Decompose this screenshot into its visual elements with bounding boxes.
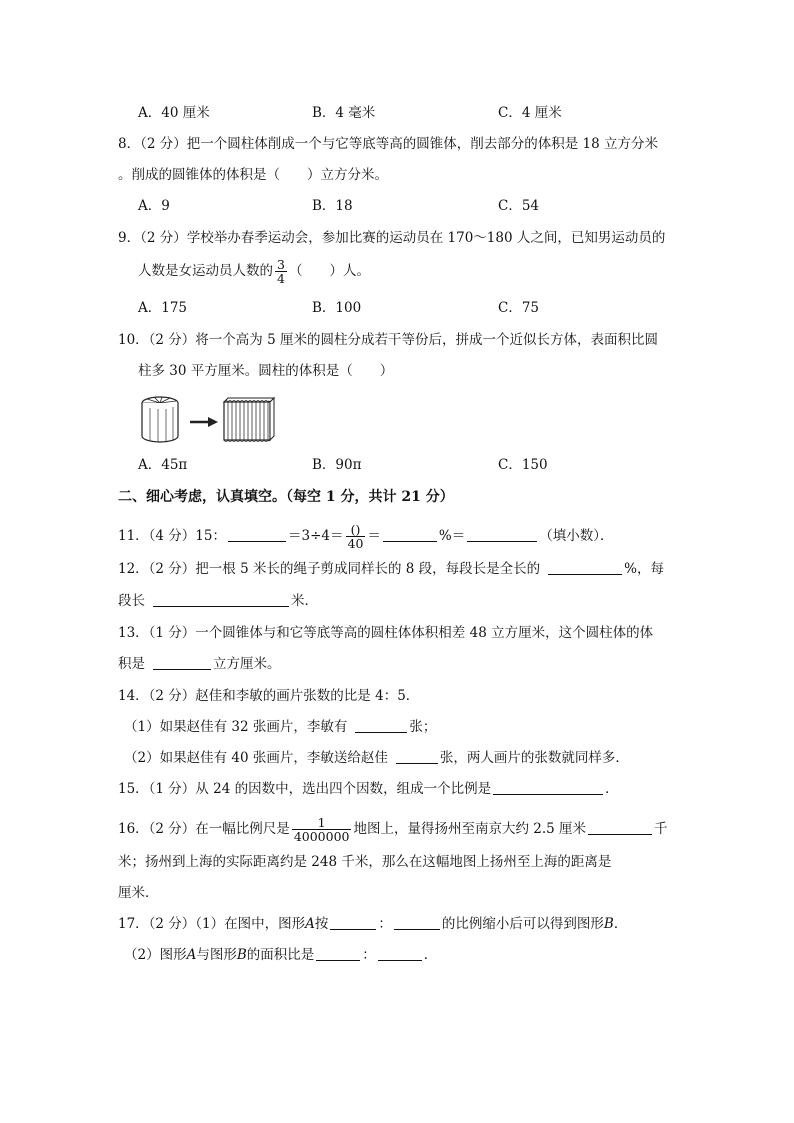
q13-line2 (118, 654, 281, 674)
q17-figure-b-label: B (603, 916, 614, 932)
q16-line1-mid: 地图上，量得扬州至南京大约 2.5 厘米 (353, 821, 587, 837)
q8-option-c[interactable]: C．54 (498, 198, 540, 214)
q13-line2-post: 立方厘米。 (213, 656, 281, 672)
arrow-icon (190, 417, 218, 427)
q16-line3: 厘米． (118, 885, 159, 901)
q11-mid1: ＝3÷4＝ (288, 528, 344, 544)
q11-blank-2[interactable] (383, 526, 437, 542)
q17-line2 (124, 945, 437, 965)
q9-option-b[interactable]: B．100 (312, 300, 362, 316)
q17-blank-3[interactable] (316, 945, 360, 961)
q12-blank-2[interactable] (153, 591, 289, 607)
q12-line1-pre: 12．（2 分）把一根 5 米长的绳子剪成同样长的 8 段，每段长是全长的 (118, 561, 541, 577)
q10-line2: 柱多 30 平方厘米。圆柱的体积是（ ） (138, 363, 394, 379)
q14-blank-1[interactable] (355, 717, 407, 733)
q12-line2 (118, 591, 318, 611)
q14-sub2 (124, 748, 629, 768)
q9-frac-num: 3 (277, 257, 285, 272)
q9-options (138, 298, 698, 318)
q14-line1: 14．（2 分）赵佳和李敏的画片张数的比是 4：5． (118, 688, 420, 704)
q7-option-c[interactable]: C．4 厘米 (498, 105, 562, 121)
q17-line2-pre: （2）图形 (124, 947, 187, 963)
q9-line1: 9．（2 分）学校举办春季运动会，参加比赛的运动员在 170～180 人之间，已知男运动员的 (118, 230, 666, 246)
q11-blank-3[interactable] (467, 526, 537, 542)
q13-line2-pre: 积是 (118, 656, 145, 672)
q9-line2-post: （ ）人。 (288, 263, 370, 279)
q17-blank-4[interactable] (378, 945, 422, 961)
q9-option-a[interactable]: A．175 (138, 300, 188, 316)
q7-options (138, 103, 698, 123)
q17-line1 (118, 914, 627, 934)
section-2-heading: 二、细心考虑，认真填空。（每空 1 分，共计 21 分） (118, 489, 454, 505)
q11-pre: 11．（4 分）15： (118, 528, 226, 544)
q17-line1-post: ． (613, 916, 628, 932)
q16-frac-num: 1 (317, 815, 326, 830)
q9-fraction (275, 258, 287, 285)
q17-colon-2: ： (362, 947, 376, 963)
q17-line2-mid1: 与图形 (196, 947, 237, 963)
q14-blank-2[interactable] (396, 748, 438, 764)
q11-frac-num: () (350, 522, 361, 537)
q16-line1 (118, 816, 668, 843)
cuboid-drawing (224, 398, 274, 442)
q17-figure-a-label-2: A (186, 947, 197, 963)
q9-line2 (138, 258, 370, 285)
q16-blank[interactable] (588, 819, 652, 835)
q7-option-a[interactable]: A．40 厘米 (138, 105, 210, 121)
q15-line (118, 779, 619, 799)
q9-line2-pre: 人数是女运动员人数的 (138, 263, 273, 279)
q8-option-b[interactable]: B．18 (312, 198, 353, 214)
q10-line1: 10．（2 分）将一个高为 5 厘米的圆柱分成若干等份后，拼成一个近似长方体，表面积比圆 (118, 332, 658, 348)
q11-mid2: ＝ (367, 528, 381, 544)
q10-option-c[interactable]: C．150 (498, 457, 548, 473)
q10-option-b[interactable]: B．90π (312, 457, 362, 473)
cylinder-drawing (142, 397, 178, 442)
q11-post: （填小数）． (539, 528, 614, 544)
q12-blank-1[interactable] (548, 559, 622, 575)
q11-blank-1[interactable] (228, 526, 286, 542)
cylinder-to-cuboid-figure (138, 392, 278, 448)
q14-sub2-pre: （2）如果赵佳有 40 张画片，李敏送给赵佳 (124, 750, 388, 766)
q12-line1 (118, 559, 664, 579)
q17-line1-mid2: 的比例缩小后可以得到图形 (441, 916, 604, 932)
q16-scale-fraction (292, 816, 352, 843)
q17-blank-1[interactable] (330, 914, 376, 930)
q7-option-b[interactable]: B．4 毫米 (312, 105, 376, 121)
q17-line2-mid2: 的面积比是 (246, 947, 315, 963)
q13-blank[interactable] (153, 654, 211, 670)
q9-frac-den: 4 (277, 271, 285, 286)
q13-line1: 13．（1 分）一个圆锥体与和它等底等高的圆柱体体积相差 48 立方厘米，这个圆柱体的体 (118, 625, 654, 641)
q14-sub2-post: 张，两人画片的张数就同样多． (439, 750, 629, 766)
q17-blank-2[interactable] (394, 914, 440, 930)
q17-line1-pre: 17．（2 分）（1）在图中，图形 (118, 916, 306, 932)
q14-sub1-post: 张； (409, 719, 437, 735)
q11-fraction (346, 523, 366, 550)
q15-post: ． (605, 781, 619, 797)
q16-line2: 米；扬州到上海的实际距离约是 248 千米，那么在这幅地图上扬州至上海的距离是 (118, 854, 612, 870)
q16-line1-pre: 16．（2 分）在一幅比例尺是 (118, 821, 290, 837)
q16-frac-den: 4000000 (293, 829, 350, 844)
q12-line2-post: 米． (291, 593, 318, 609)
q14-sub1-pre: （1）如果赵佳有 32 张画片，李敏有 (124, 719, 348, 735)
q11-line (118, 523, 613, 550)
q8-options (138, 196, 698, 216)
q11-frac-den: 40 (347, 536, 364, 551)
q9-option-c[interactable]: C．75 (498, 300, 540, 316)
q8-line1: 8．（2 分）把一个圆柱体削成一个与它等底等高的圆锥体，削去部分的体积是 18 立方分米 (118, 136, 658, 152)
q15-pre: 15．（1 分）从 24 的因数中，选出四个因数，组成一个比例是 (118, 781, 492, 797)
q17-figure-b-label-2: B (236, 947, 247, 963)
q17-figure-a-label: A (305, 916, 315, 932)
q15-blank[interactable] (493, 779, 603, 795)
q8-option-a[interactable]: A．9 (138, 198, 170, 214)
q11-mid3: %＝ (438, 528, 466, 544)
q17-line1-mid1: 按 (314, 916, 329, 932)
q14-sub1 (124, 717, 436, 737)
q12-line1-post: %，每 (624, 561, 664, 577)
q12-line2-pre: 段长 (118, 593, 145, 609)
q10-option-a[interactable]: A．45π (138, 457, 188, 473)
q10-options (138, 455, 698, 475)
q16-line1-post: 千 (654, 821, 668, 837)
q8-line2: 。削成的圆锥体的体积是（ ）立方分米。 (118, 167, 388, 183)
q17-line2-post: ． (423, 947, 438, 963)
q17-colon-1: ： (378, 916, 392, 932)
